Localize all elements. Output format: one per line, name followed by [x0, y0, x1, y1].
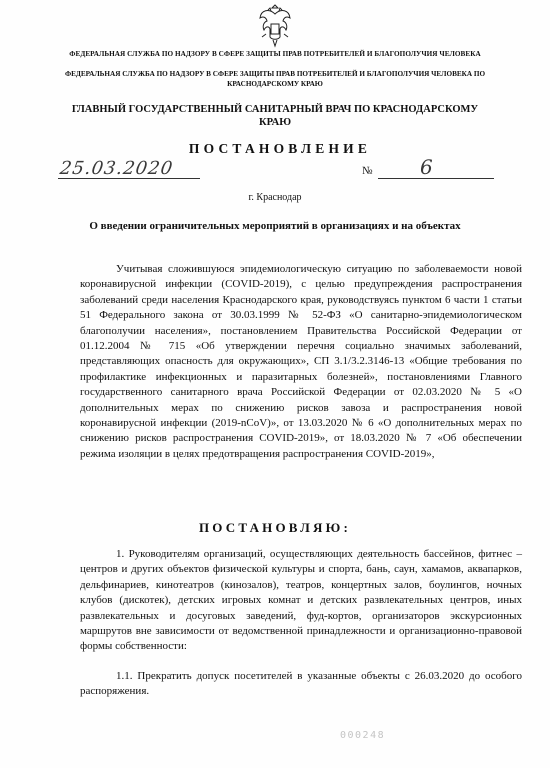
item-1-1-section: [80, 669, 522, 700]
preamble-section: [80, 262, 522, 462]
item-1-1-paragraph: 1.1. Прекратить допуск посетителей в указанные объекты с 26.03.2020 до особого распоряжения.: [80, 670, 522, 698]
number-label: №: [362, 165, 373, 177]
page-stamp-number: 000248: [340, 730, 386, 741]
item-1-paragraph: 1. Руководителям организаций, осуществляющих деятельность бассейнов, фитнес – центров и других объектов физической культуры и спорта, бань, саун, хамамов, аквапарков, дельфинариев, кинотеатров (кинозалов), театров, концертных залов, боулингов, ночных клубов (дискотек), детских игровых комнат и детских развлекательных центров, иных развлекательных и досуговых заведений, фуд-кортов, организаторов экскурсионных маршрутов вне зависимости от ведомственной принадлежности и организационно-правовой формы собственности:: [80, 548, 522, 653]
document-subject: О введении ограничительных мероприятий в организациях и на объектах: [89, 220, 461, 232]
date-underline: [58, 178, 200, 179]
document-number: 6: [420, 155, 433, 179]
number-underline: [378, 178, 494, 179]
regional-service-header: ФЕДЕРАЛЬНАЯ СЛУЖБА ПО НАДЗОРУ В СФЕРЕ ЗАЩИТЫ ПРАВ ПОТРЕБИТЕЛЕЙ И БЛАГОПОЛУЧИЯ ЧЕЛОВЕКА ПО КРАСНОДАРСКОМУ КРАЮ: [64, 70, 486, 88]
coat-of-arms-emblem: [257, 4, 293, 48]
document-city: г. Краснодар: [248, 192, 302, 203]
document-title: ПОСТАНОВЛЕНИЕ: [188, 141, 372, 156]
federal-service-header: ФЕДЕРАЛЬНАЯ СЛУЖБА ПО НАДЗОРУ В СФЕРЕ ЗАЩИТЫ ПРАВ ПОТРЕБИТЕЛЕЙ И БЛАГОПОЛУЧИЯ ЧЕЛОВЕКА: [69, 50, 481, 58]
preamble-paragraph: Учитывая сложившуюся эпидемиологическую ситуацию по заболеваемости новой коронавирусной инфекции (COVID-2019), с целью предупреждения распространения заболеваний среди населения Краснодарского края, руководствуясь пунктом 6 части 1 статьи 51 Федерального закона от 30.03.1999 № 52-ФЗ «О санитарно-эпидемиологическом благополучии населения», постановлением Правительства Российской Федерации от 01.12.2004 № 715 «Об утверждении перечня социально значимых заболеваний, представляющих опасность для окружающих», СП 3.1/3.2.3146-13 «Общие требования по профилактике инфекционных и паразитарных болезней», постановлениями Главного государственного санитарного врача Российской Федерации от 02.03.2020 № 5 «О дополнительных мерах по снижению рисков завоза и распространения новой коронавирусной инфекции (2019-nCoV)», от 13.03.2020 № 6 «О дополнительных мерах по снижению рисков распространения COVID-2019», от 18.03.2020 № 7 «Об обеспечении режима изоляции в целях предотвращения распространения COVID-2019»,: [80, 263, 522, 460]
item-1-section: [80, 547, 522, 655]
document-date: 25.03.2020: [58, 158, 175, 179]
resolve-heading: ПОСТАНОВЛЯЮ:: [198, 520, 352, 535]
chief-doctor-header: ГЛАВНЫЙ ГОСУДАРСТВЕННЫЙ САНИТАРНЫЙ ВРАЧ ПО КРАСНОДАРСКОМУ КРАЮ: [71, 104, 479, 128]
